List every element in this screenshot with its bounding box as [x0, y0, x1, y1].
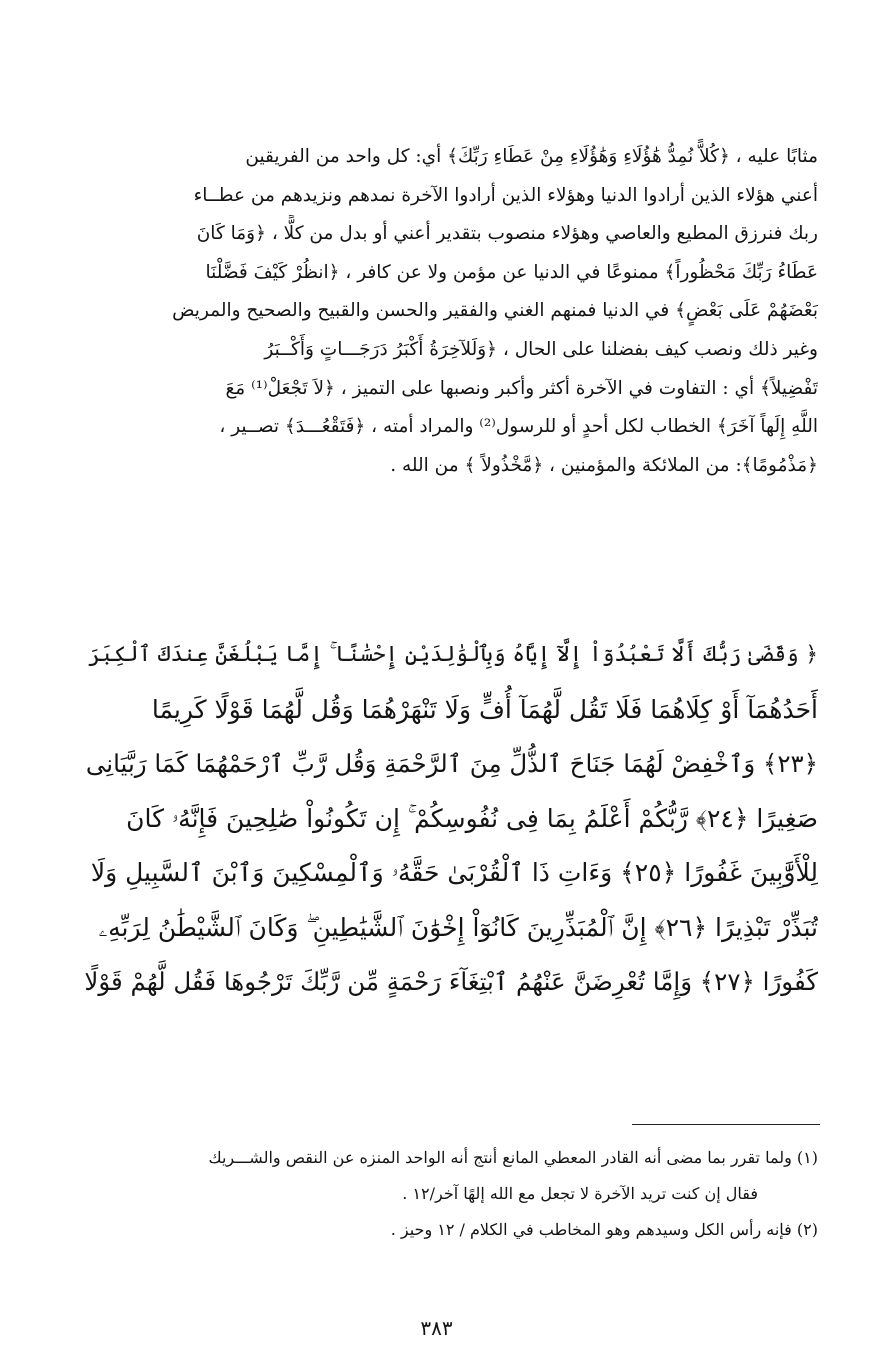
commentary-line: اللَّهِ إِلَهاً آخَرَ﴾ الخطاب لكل أحدٍ أو للرسول⁽²⁾ والمراد أمته ، ﴿فَتَقْعُـــدَ﴾ تصــير ، — [219, 416, 818, 438]
footnote-1-continuation: فقال إن كنت تريد الآخرة لا تجعل مع الله إلهًا آخر/١٢ . — [402, 1184, 758, 1203]
commentary-line: أعني هؤلاء الذين أرادوا الدنيا وهؤلاء الذين أرادوا الآخرة نمدهم ونزيدهم من عطــاء — [193, 184, 818, 206]
commentary-line: وغير ذلك ونصب كيف بفضلنا على الحال ، ﴿وَلَلآخِرَةُ أَكْبَرُ دَرَجَـــاتٍ وَأَكْــبَرُ — [264, 338, 818, 360]
verse-line: ﴿ وَقَضَىٰ رَبُّكَ أَلَّا تَعْبُدُوٓاْ إِلَّآ إِيَّاهُ وَبِٱلْوَٰلِدَيْنِ إِحْسَٰنًا ۚ إِمَّا يَبْلُغَنَّ عِندَكَ ٱلْكِبَرَ — [88, 642, 818, 667]
commentary-line: عَطَاءُ رَبِّكَ مَحْظُوراً﴾ ممنوعًا في الدنيا عن مؤمن ولا عن كافر ، ﴿انظُرْ كَيْفَ فَضَّلْنَا — [205, 261, 818, 283]
commentary-line: بَعْضَهُمْ عَلَى بَعْضٍ﴾ في الدنيا فمنهم الغني والفقير والحسن والقبيح والصحيح والمريض — [172, 300, 818, 322]
commentary-text — [78, 138, 818, 485]
page-number: ٣٨٣ — [420, 1316, 453, 1340]
commentary-line: ﴿مَذْمُومًا﴾: من الملائكة والمؤمنين ، ﴿مَّخْذُولاً ﴾ من الله . — [390, 454, 818, 476]
footnote-divider — [632, 1124, 820, 1125]
verse-line: لِلْأَوَّٰبِينَ غَفُورًا ﴿٢٥﴾ وَءَاتِ ذَا ٱلْقُرْبَىٰ حَقَّهُۥ وَٱلْمِسْكِينَ وَٱبْنَ ٱلسَّبِيلِ وَلَا — [90, 858, 818, 887]
verse-line: تُبَذِّرْ تَبْذِيرًا ﴿٢٦﴾ إِنَّ ٱلْمُبَذِّرِينَ كَانُوٓاْ إِخْوَٰنَ ٱلشَّيَٰطِينِ ۖ وَكَانَ ٱلشَّيْطَٰنُ لِرَبِّهِۦ — [98, 912, 818, 942]
verse-line: كَفُورًا ﴿٢٧﴾ وَإِمَّا تُعْرِضَنَّ عَنْهُمُ ٱبْتِغَآءَ رَحْمَةٍ مِّن رَّبِّكَ تَرْجُوهَا فَقُل لَّهُمْ قَوْلًا — [84, 967, 818, 996]
footnote-1: (١) ولما تقرر بما مضى أنه القادر المعطي المانع أنتج أنه الواحد المنزه عن النقص والشـــريك — [208, 1148, 818, 1167]
verse-line: أَحَدُهُمَآ أَوْ كِلَاهُمَا فَلَا تَقُل لَّهُمَآ أُفٍّ وَلَا تَنْهَرْهُمَا وَقُل لَّهُمَا قَوْلًا كَرِيمًا — [151, 694, 818, 724]
footnotes — [78, 1140, 818, 1248]
commentary-line: تَفْضِيلاً﴾ أي : التفاوت في الآخرة أكثر وأكبر ونصبها على التميز ، ﴿لاَ تَجْعَلْ⁽¹⁾ مَعَ — [225, 377, 818, 399]
verse-line: ﴿٢٣﴾ وَٱخْفِضْ لَهُمَا جَنَاحَ ٱلذُّلِّ مِنَ ٱلرَّحْمَةِ وَقُل رَّبِّ ٱرْحَمْهُمَا كَمَا رَبَّيَانِى — [85, 749, 818, 778]
verse-line: صَغِيرًا ﴿٢٤﴾ رَّبُّكُمْ أَعْلَمُ بِمَا فِى نُفُوسِكُمْ ۚ إِن تَكُونُواْ صَٰلِحِينَ فَإِنَّهُۥ كَانَ — [126, 803, 818, 833]
commentary-line: ربك فنرزق المطيع والعاصي وهؤلاء منصوب بتقدير أعني أو بدل من كلًّا ، ﴿وَمَا كَانَ — [196, 223, 818, 245]
commentary-line: مثابًا عليه ، ﴿كُلاًّ نُمِدُّ هَٰؤُلَاءِ وَهَٰؤُلَاءِ مِنْ عَطَاءِ رَبِّكَ﴾ أي: كل واحد من الفريقين — [245, 146, 818, 167]
footnote-2: (٢) فإنه رأس الكل وسيدهم وهو المخاطب في الكلام / ١٢ وحيز . — [390, 1220, 818, 1239]
quran-verses — [78, 628, 818, 1010]
